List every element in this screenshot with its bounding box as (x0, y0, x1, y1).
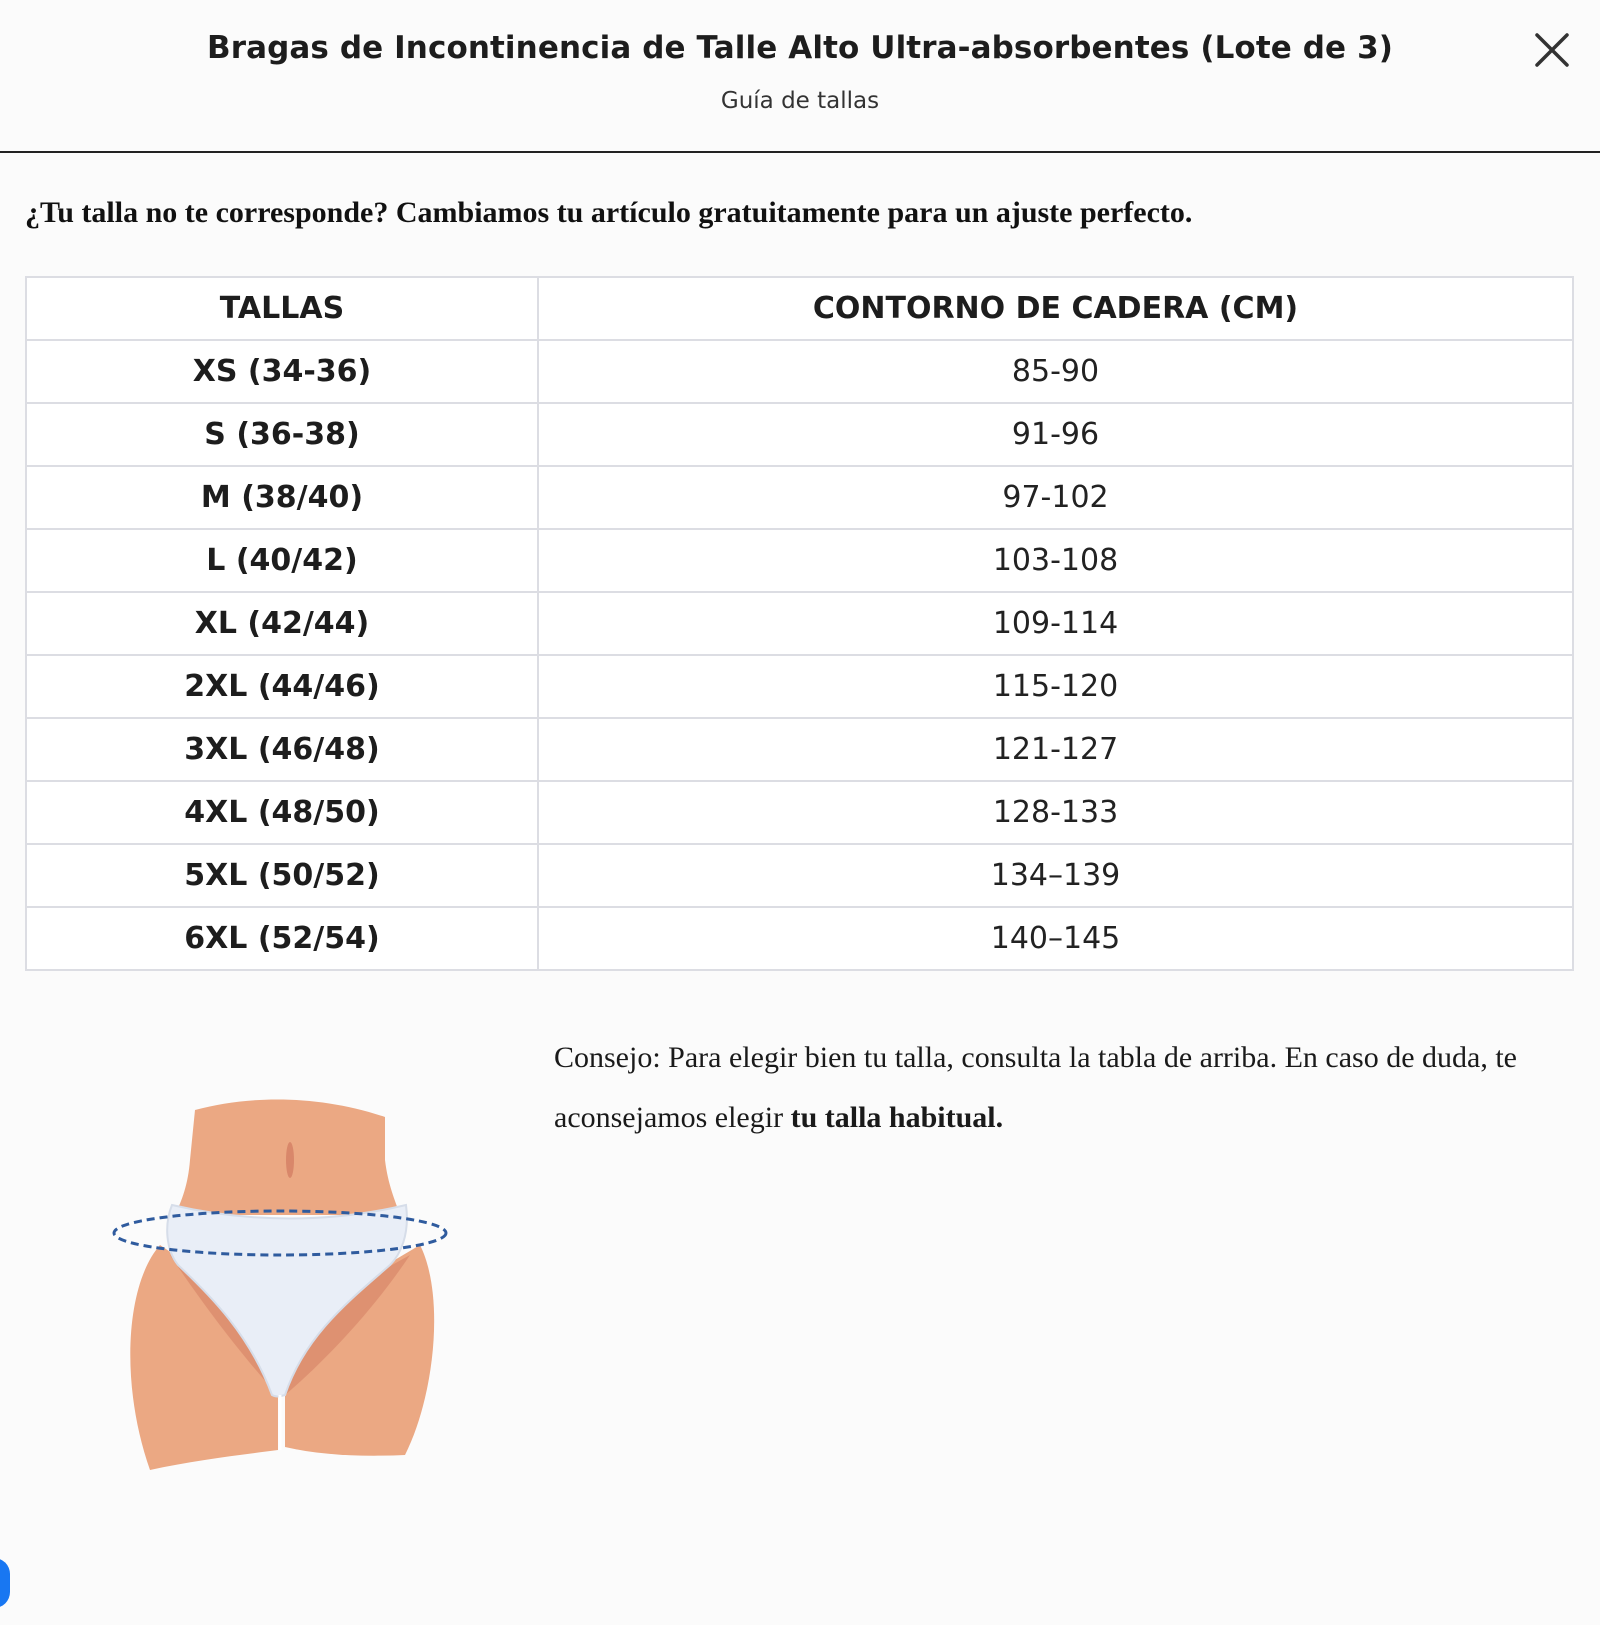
size-cell: L (40/42) (26, 529, 538, 592)
hip-cell: 140–145 (538, 907, 1573, 970)
table-row (26, 844, 1573, 907)
tip-text: Consejo: Para elegir bien tu talla, consulta la tabla de arriba. En caso de duda, te aconsejamos elegir (554, 1041, 1517, 1134)
hip-cell: 115-120 (538, 655, 1573, 718)
size-tip (554, 1028, 1564, 1148)
hip-cell: 91-96 (538, 403, 1573, 466)
hip-cell: 97-102 (538, 466, 1573, 529)
product-title: Bragas de Incontinencia de Talle Alto Ultra-absorbentes (Lote de 3) (206, 30, 1394, 66)
size-cell: XL (42/44) (26, 592, 538, 655)
column-header-hip: CONTORNO DE CADERA (CM) (538, 277, 1573, 340)
chat-widget-button[interactable] (0, 1558, 10, 1608)
table-row (26, 655, 1573, 718)
table-row (26, 592, 1573, 655)
hip-cell: 85-90 (538, 340, 1573, 403)
table-row (26, 907, 1573, 970)
table-row (26, 781, 1573, 844)
exchange-notice: ¿Tu talla no te corresponde? Cambiamos tu artículo gratuitamente para un ajuste perfecto. (25, 196, 1193, 229)
size-table (25, 276, 1574, 971)
table-row (26, 529, 1573, 592)
table-row (26, 403, 1573, 466)
close-icon (1532, 30, 1572, 70)
hip-cell: 128-133 (538, 781, 1573, 844)
size-guide-subtitle: Guía de tallas (720, 88, 880, 114)
table-header-row (26, 277, 1573, 340)
hip-cell: 109-114 (538, 592, 1573, 655)
tip-emphasis: tu talla habitual. (790, 1101, 1004, 1134)
size-cell: S (36-38) (26, 403, 538, 466)
hip-cell: 134–139 (538, 844, 1573, 907)
size-cell: 5XL (50/52) (26, 844, 538, 907)
size-cell: M (38/40) (26, 466, 538, 529)
close-button[interactable] (1532, 30, 1572, 70)
size-cell: 3XL (46/48) (26, 718, 538, 781)
table-row (26, 466, 1573, 529)
size-cell: XS (34-36) (26, 340, 538, 403)
size-cell: 6XL (52/54) (26, 907, 538, 970)
size-cell: 4XL (48/50) (26, 781, 538, 844)
hip-cell: 103-108 (538, 529, 1573, 592)
table-row (26, 718, 1573, 781)
column-header-size: TALLAS (26, 277, 538, 340)
hip-cell: 121-127 (538, 718, 1573, 781)
table-row (26, 340, 1573, 403)
modal-header (0, 0, 1600, 153)
hip-measurement-illustration (100, 1095, 460, 1485)
size-cell: 2XL (44/46) (26, 655, 538, 718)
hip-measure-icon (100, 1095, 460, 1485)
